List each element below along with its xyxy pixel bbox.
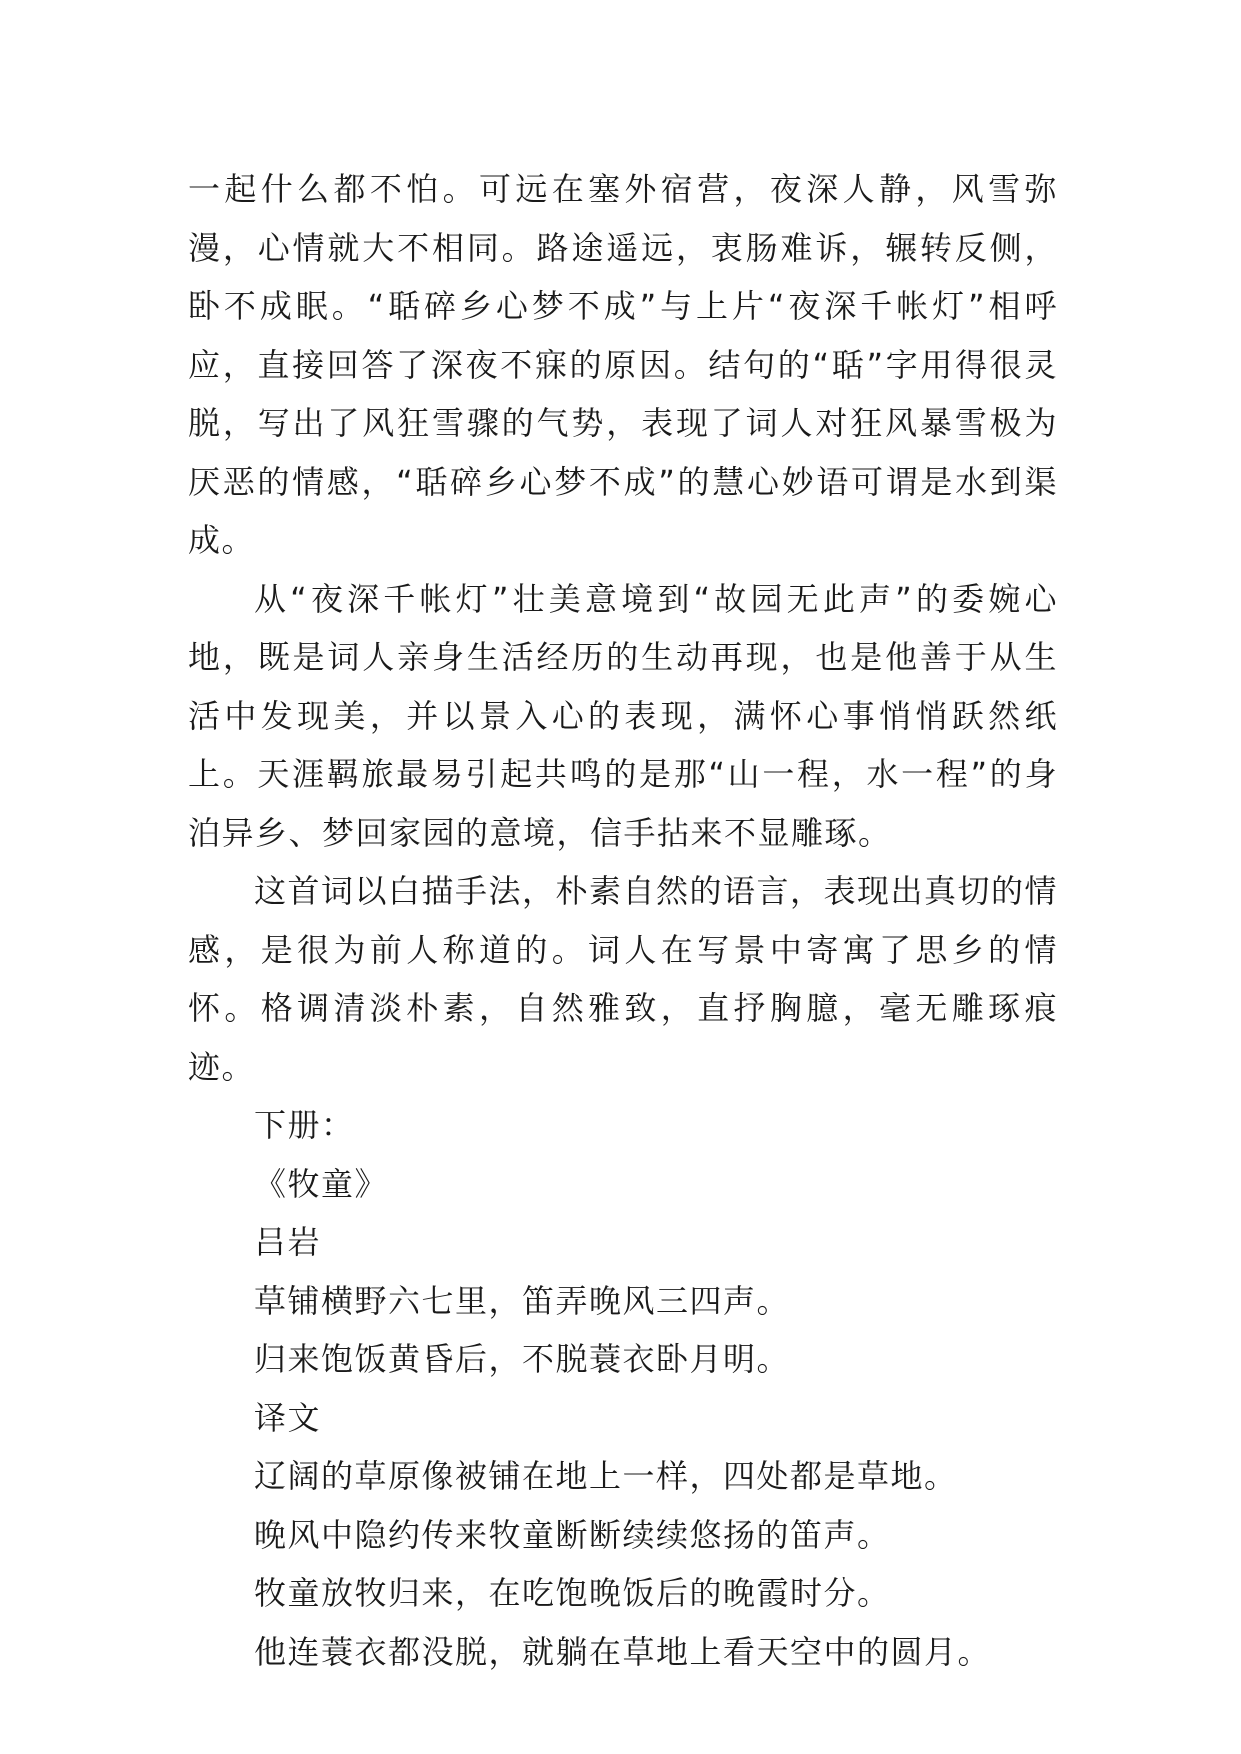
- poem-title: 《牧童》: [254, 1164, 389, 1203]
- poem-verse-1: 草铺横野六七里，笛弄晚风三四声。: [254, 1281, 791, 1320]
- translation-heading: 译文: [254, 1398, 322, 1437]
- paragraph-commentary-2: 从“夜深千帐灯”壮美意境到“故园无此声”的委婉心地，既是词人亲身生活经历的生动再现，也是他善于从生活中发现美，并以景入心的表现，满怀心事悄悄跃然纸上。天涯羁旅最易引起共鸣的是那“山一程，水一程”的身泊异乡、梦回家园的意境，信手拈来不显雕琢。: [188, 579, 1058, 852]
- body-text: [188, 160, 1058, 1681]
- paragraph-commentary-1: 一起什么都不怕。可远在塞外宿营，夜深人静，风雪弥漫，心情就大不相同。路途遥远，衷肠难诉，辗转反侧，卧不成眠。“聒碎乡心梦不成”与上片“夜深千帐灯”相呼应，直接回答了深夜不寐的原因。结句的“聒”字用得很灵脱，写出了风狂雪骤的气势，表现了词人对狂风暴雪极为厌恶的情感，“聒碎乡心梦不成”的慧心妙语可谓是水到渠成。: [188, 170, 1058, 559]
- translation-line-2: 晚风中隐约传来牧童断断续续悠扬的笛声。: [254, 1515, 891, 1554]
- translation-line-1: 辽阔的草原像被铺在地上一样，四处都是草地。: [254, 1457, 958, 1495]
- paragraph-commentary-3: 这首词以白描手法，朴素自然的语言，表现出真切的情感，是很为前人称道的。词人在写景中寄寓了思乡的情怀。格调清淡朴素，自然雅致，直抒胸臆，毫无雕琢痕迹。: [188, 872, 1059, 1086]
- translation-line-3: 牧童放牧归来，在吃饱晚饭后的晚霞时分。: [254, 1574, 891, 1612]
- poem-author: 吕岩: [254, 1223, 322, 1261]
- section-label: 下册：: [254, 1106, 355, 1144]
- poem-verse-2: 归来饱饭黄昏后，不脱蓑衣卧月明。: [254, 1340, 791, 1378]
- translation-line-4: 他连蓑衣都没脱，就躺在草地上看天空中的圆月。: [254, 1632, 992, 1671]
